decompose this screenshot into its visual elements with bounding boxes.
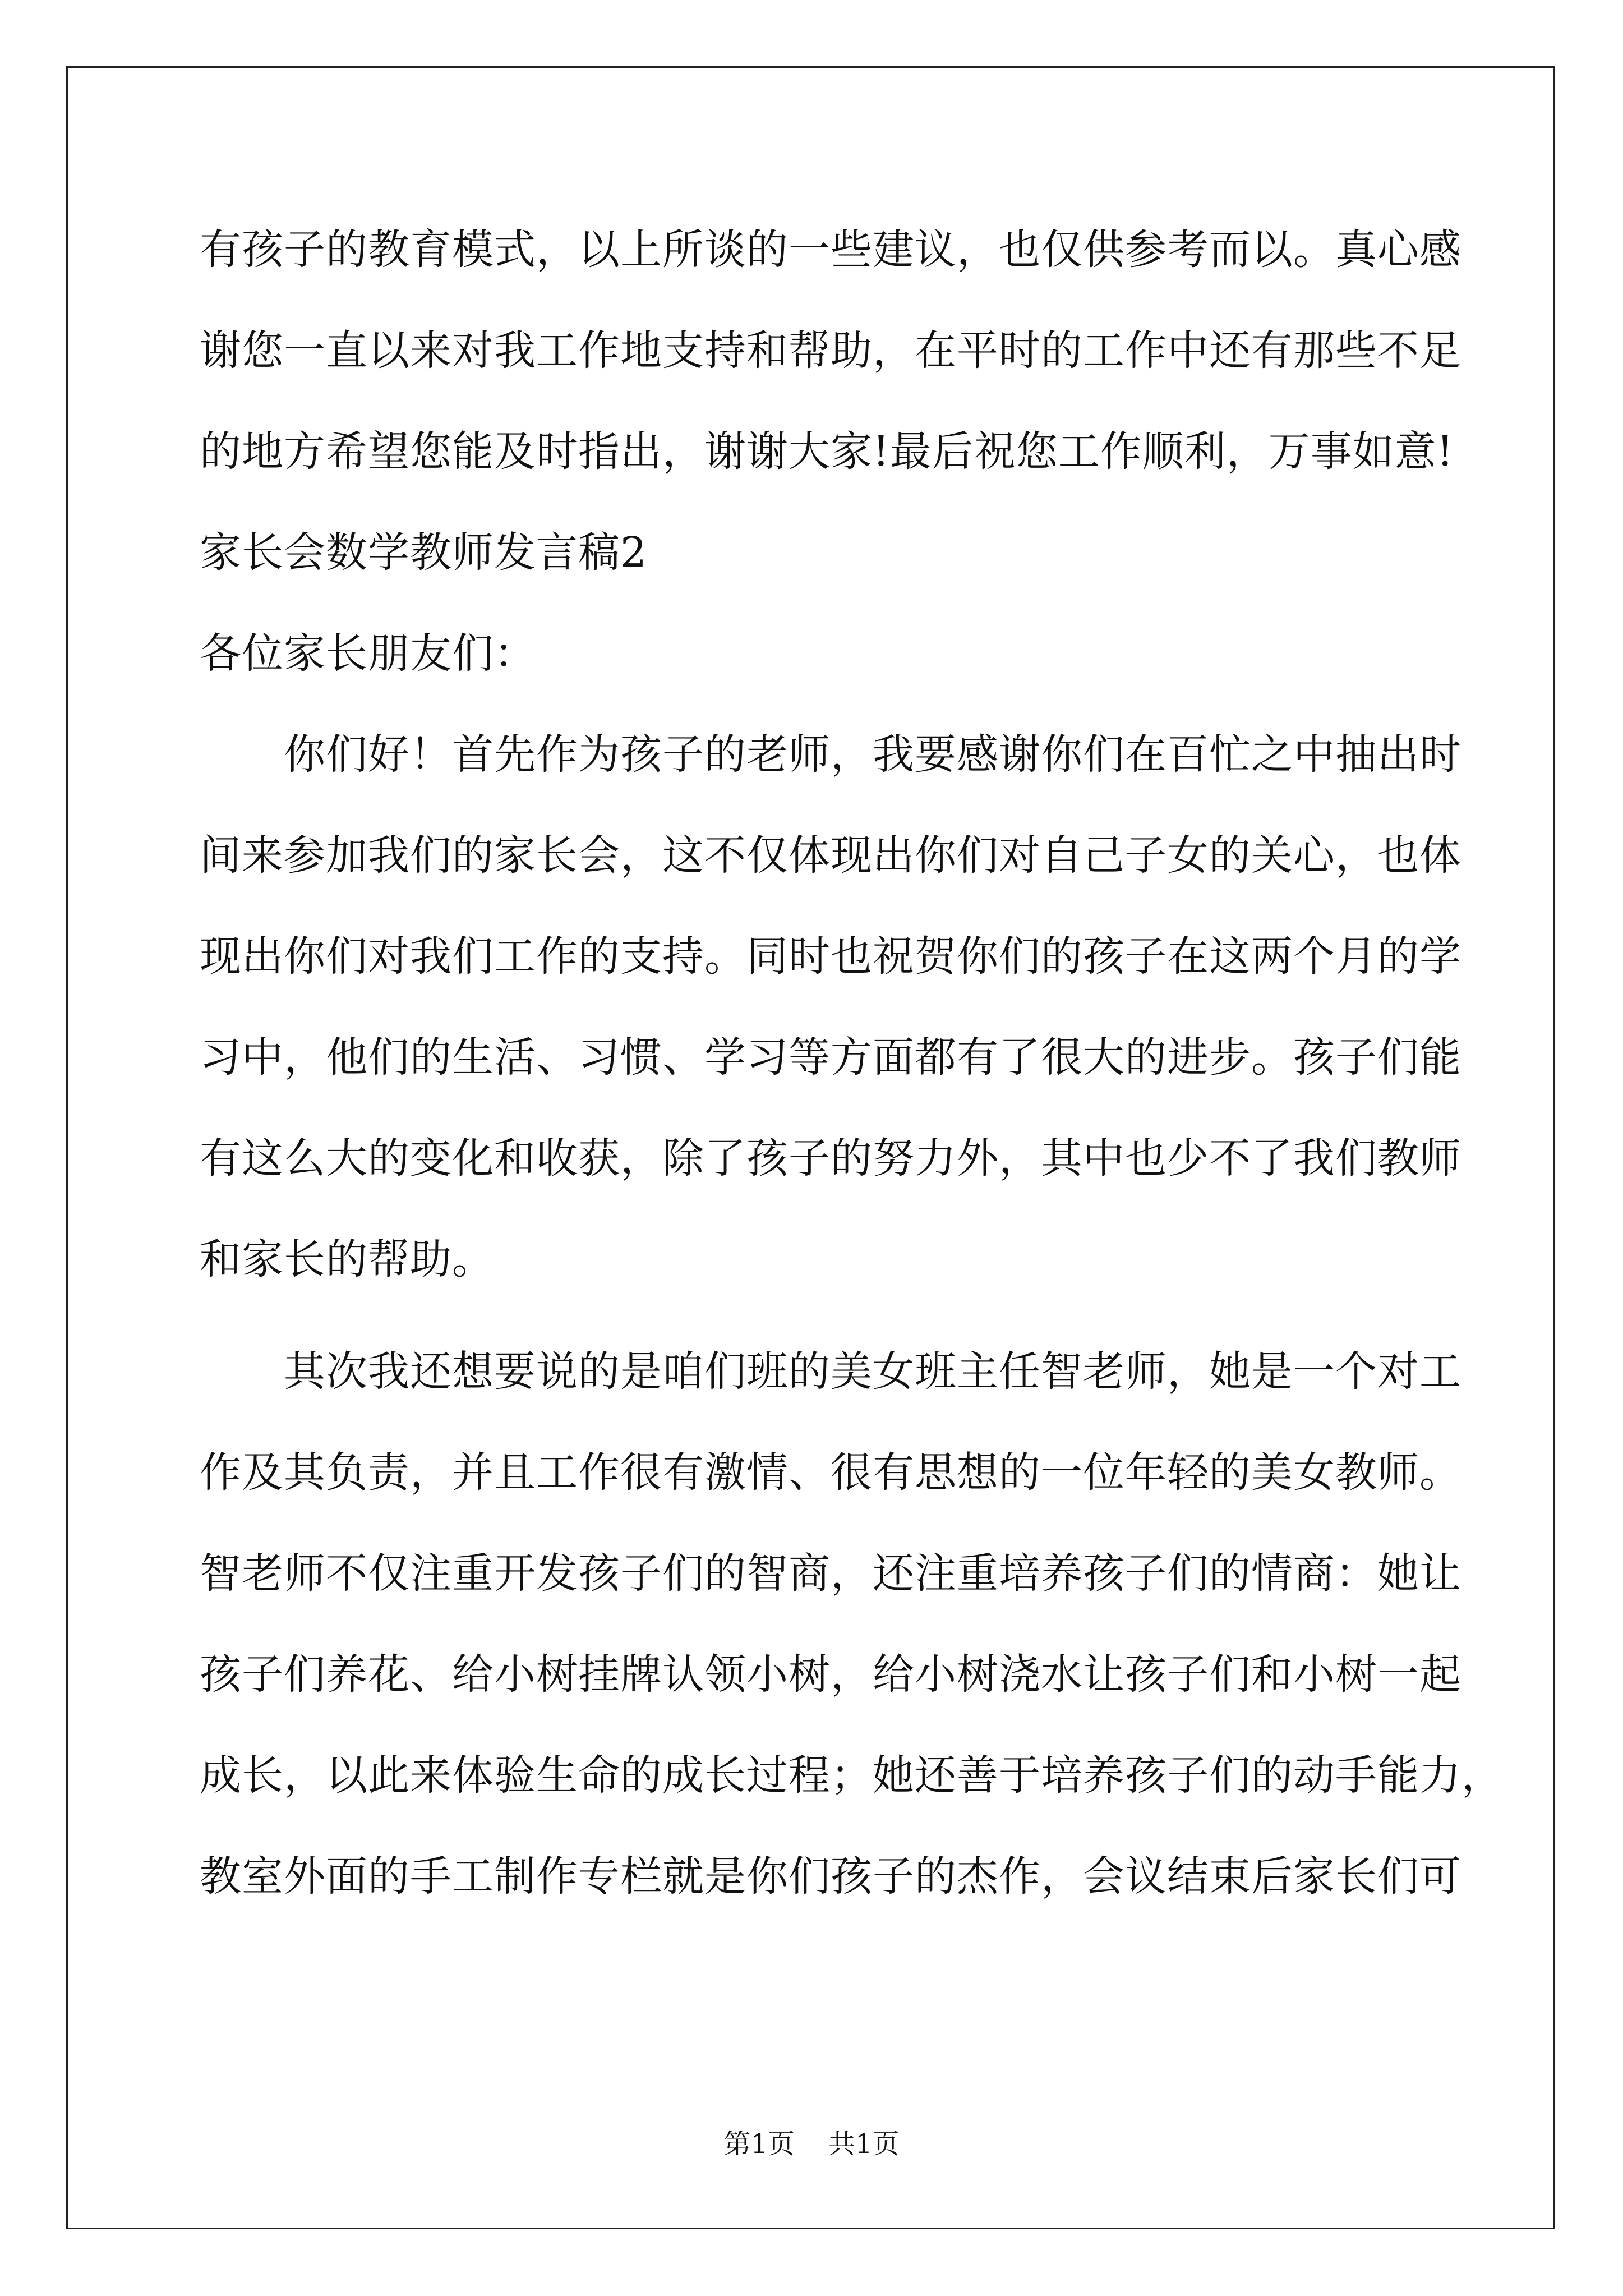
body-line: 有孩子的教育模式，以上所谈的一些建议，也仅供参考而以。真心感	[200, 226, 1461, 274]
body-line: 间来参加我们的家长会，这不仅体现出你们对自己子女的关心，也体	[200, 831, 1461, 880]
body-line: 其次我还想要说的是咱们班的美女班主任智老师，她是一个对工	[284, 1347, 1461, 1396]
body-line: 习中，他们的生活、习惯、学习等方面都有了很大的进步。孩子们能	[200, 1033, 1461, 1082]
body-line: 和家长的帮助。	[200, 1235, 494, 1283]
body-line: 成长，以此来体验生命的成长过程；她还善于培养孩子们的动手能力，	[200, 1751, 1504, 1800]
body-line: 有这么大的变化和收获，除了孩子的努力外，其中也少不了我们教师	[200, 1134, 1461, 1182]
section-title: 家长会数学教师发言稿2	[200, 528, 648, 577]
body-line: 作及其负责，并且工作很有激情、很有思想的一位年轻的美女教师。	[200, 1448, 1461, 1497]
body-line: 你们好！首先作为孩子的老师，我要感谢你们在百忙之中抽出时	[284, 730, 1461, 779]
body-line: 孩子们养花、给小树挂牌认领小树，给小树浇水让孩子们和小树一起	[200, 1650, 1461, 1699]
page-total: 共1页	[828, 2128, 900, 2160]
body-line: 谢您一直以来对我工作地支持和帮助，在平时的工作中还有那些不足	[200, 326, 1461, 375]
body-line: 现出你们对我们工作的支持。同时也祝贺你们的孩子在这两个月的学	[200, 932, 1461, 981]
page-number: 第1页	[723, 2128, 795, 2160]
body-line: 的地方希望您能及时指出，谢谢大家!最后祝您工作顺利，万事如意!	[200, 427, 1454, 476]
salutation: 各位家长朋友们：	[200, 629, 536, 678]
body-line: 智老师不仅注重开发孩子们的智商，还注重培养孩子们的情商：她让	[200, 1549, 1461, 1598]
page-footer	[0, 2127, 1623, 2161]
body-line: 教室外面的手工制作专栏就是你们孩子的杰作，会议结束后家长们可	[200, 1852, 1461, 1901]
